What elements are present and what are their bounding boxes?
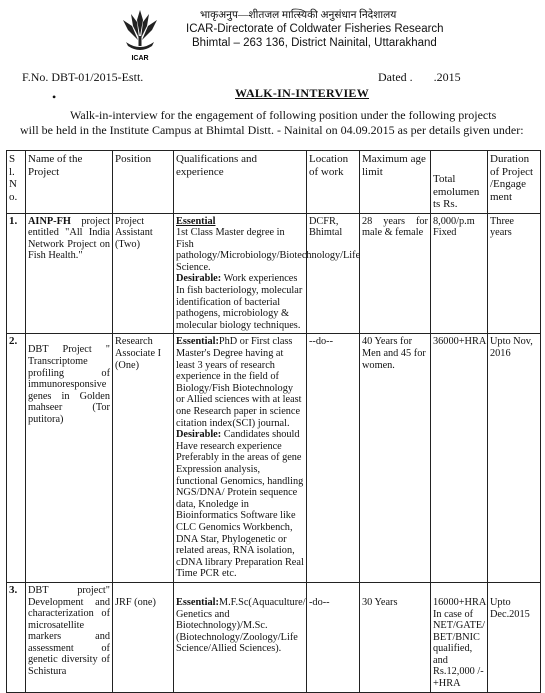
desirable-label: Desirable:: [176, 273, 222, 285]
org-address: Bhimtal – 263 136, District Nainital, Uttarakhand: [192, 37, 437, 49]
row-project-name: DBT Project " Transcriptome profiling of immunoresponsive genes in Golden mahseer (Tor putitora): [26, 334, 113, 582]
row-qualifications: [174, 582, 307, 692]
col-header-emoluments: Total emolumen ts Rs.: [431, 151, 488, 214]
row-position: Research Associate I (One): [113, 334, 174, 582]
icar-logo: [118, 6, 162, 62]
row-location: --do--: [307, 334, 360, 582]
page-title: WALK-IN-INTERVIEW: [235, 86, 370, 100]
positions-table: [6, 150, 541, 693]
row-project-name: [26, 213, 113, 334]
row-sl: 2.: [7, 334, 26, 582]
org-name: ICAR-Directorate of Coldwater Fisheries Research: [186, 23, 444, 35]
desirable-text: Candidates should Have research experience Preferably in the areas of gene Expression analysis, functional Genomics, handling NGS/DNA/ Protein sequence data, Knoledge in Bioinformatics Software like CLC Genomics Workbench, DNA Star, Phylogenetic or related areas, RNA isolation, cDNA library Preparation Real Time PCR etc.: [176, 429, 304, 580]
row-project-name: DBT project" Development and characterization of microsatellite markers and assessment of genetic diversity of Schistura: [26, 582, 113, 692]
dated-field: Dated . .2015: [378, 70, 461, 84]
row-age-limit: 40 Years for Men and 45 for women.: [360, 334, 431, 582]
row-duration: Upto Dec.2015: [488, 582, 541, 692]
col-header-qualifications: Qualifications and experience: [174, 151, 307, 214]
row-sl: 3.: [7, 582, 26, 692]
table-row: [7, 582, 541, 692]
row-position: JRF (one): [113, 582, 174, 692]
table-row: [7, 334, 541, 582]
intro-line-1: Walk-in-interview for the engagement of following position under the following projects: [70, 108, 497, 122]
essential-text: PhD or First class Master's Degree having at least 3 years of research experience in the field of Biology/Fish Biotechnology or Allied sciences with at least one Research paper in science citation index(SCI) journal.: [176, 336, 302, 429]
row-sl: 1.: [7, 213, 26, 334]
col-header-sl: S l. N o.: [7, 151, 26, 214]
project-title: project entitled "All India Network Project on Fish Health.": [28, 215, 110, 262]
table-row: [7, 213, 541, 334]
row-duration: Three years: [488, 213, 541, 334]
essential-text: 1st Class Master degree in Fish pathology/Microbiology/Biotechnology/Life Science.: [176, 227, 361, 273]
row-position: Project Assistant (Two): [113, 213, 174, 334]
intro-line-2: will be held in the Institute Campus at Bhimtal Distt. - Nainital on 04.09.2015 as per details given under:: [20, 123, 524, 137]
col-header-position: Position: [113, 151, 174, 214]
col-header-duration: Duration of Project /Engage ment: [488, 151, 541, 214]
row-age-limit: 28 years for male & female: [360, 213, 431, 334]
desirable-label: Desirable:: [176, 429, 222, 441]
file-number: F.No. DBT-01/2015-Estt.: [22, 70, 144, 84]
row-emoluments: 16000+HRA In case of NET/GATE/ BET/BNIC qualified, and Rs.12,000 /-+HRA: [431, 582, 488, 692]
row-qualifications: [174, 334, 307, 582]
col-header-age: Maximum age limit: [360, 151, 431, 214]
essential-label: Essential:: [176, 596, 219, 608]
essential-label: Essential:: [176, 336, 219, 348]
desirable-text: Work experiences In fish bacteriology, molecular identification of bacterial pathogens, microbiology & molecular biology techniques.: [176, 273, 303, 331]
logo-text: ICAR: [131, 55, 149, 62]
row-age-limit: 30 Years: [360, 582, 431, 692]
row-location: DCFR, Bhimtal: [307, 213, 360, 334]
col-header-location: Location of work: [307, 151, 360, 214]
essential-text: M.F.Sc(Aquaculture/ Genetics and Biotechnology)/M.Sc.(Biotechnology/Zoology/Life Science/Allied Sciences).: [176, 596, 306, 655]
row-duration: Upto Nov, 2016: [488, 334, 541, 582]
row-emoluments: 36000+HRA: [431, 334, 488, 582]
hindi-header: भाकृअनुप—शीतजल मात्स्यिकी अनुसंधान निदेशालय: [200, 10, 397, 21]
row-emoluments: 8,000/p.m Fixed: [431, 213, 488, 334]
essential-label: Essential: [176, 215, 216, 227]
stray-mark: •: [52, 90, 57, 104]
col-header-name: Name of the Project: [26, 151, 113, 214]
row-location: -do--: [307, 582, 360, 692]
project-code: AINP-FH: [28, 215, 71, 227]
table-header-row: [7, 151, 541, 214]
